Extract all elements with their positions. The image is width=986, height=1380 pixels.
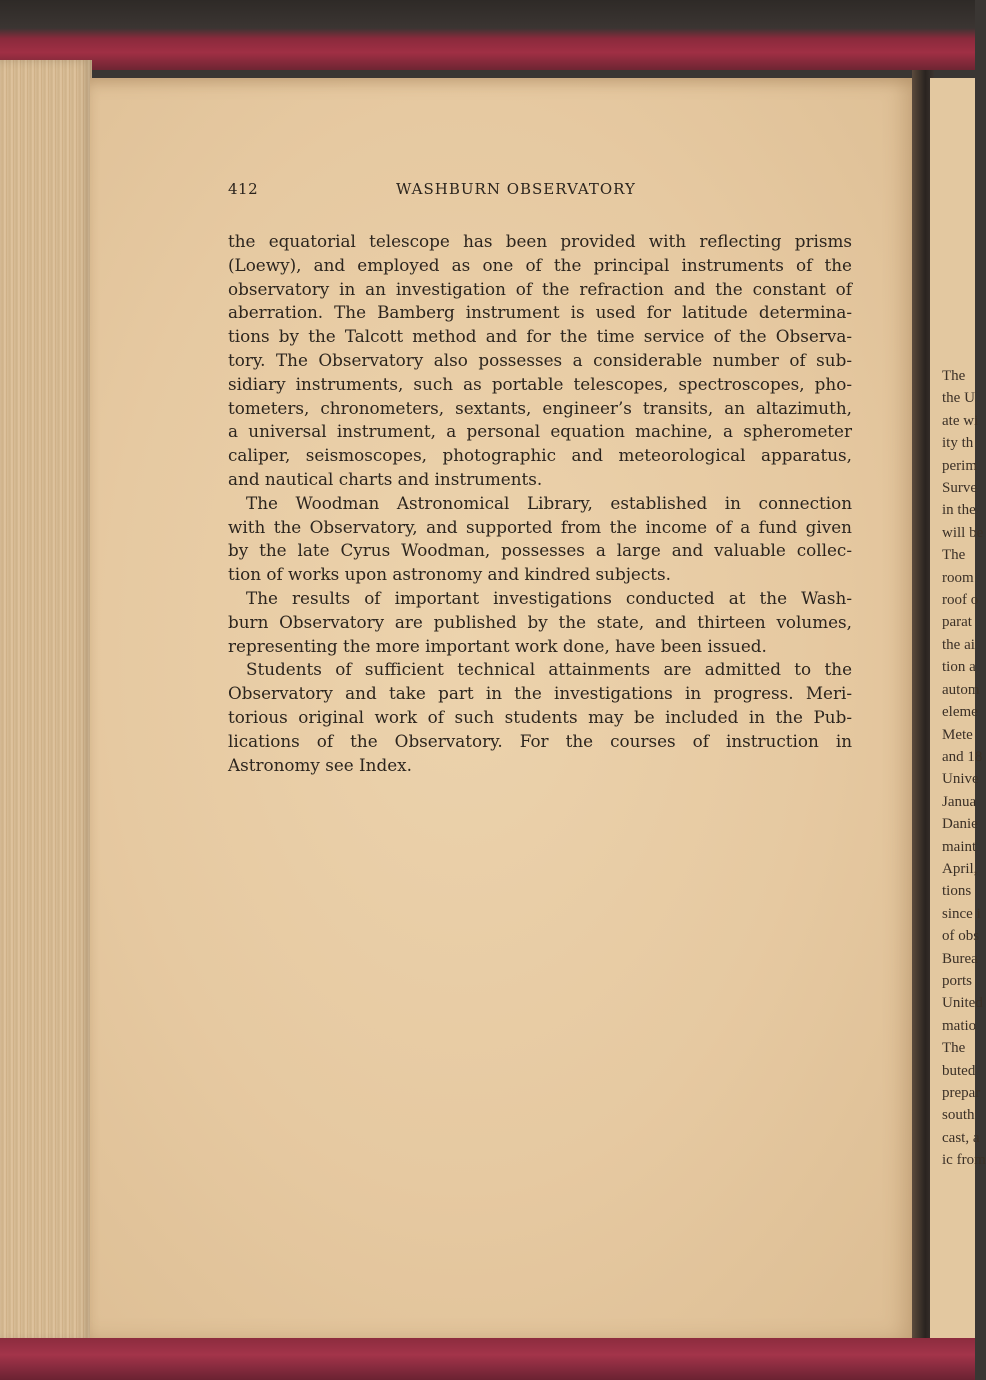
text-line: The Woodman Astronomical Library, established in connection bbox=[246, 492, 852, 513]
text-line: (Loewy), and employed as one of the principal instruments of the bbox=[228, 254, 852, 275]
facing-page-line: ic from bbox=[942, 1152, 986, 1169]
facing-page-line: ity th bbox=[942, 435, 974, 452]
facing-page-line: prepar bbox=[942, 1085, 981, 1101]
text-line: torious original work of such students may be included in the Pub- bbox=[228, 706, 852, 727]
text-line: lications of the Observatory. For the courses of instruction in bbox=[228, 730, 852, 751]
text-line: observatory in an investigation of the refraction and the constant of bbox=[228, 278, 852, 299]
facing-page-line: tions bbox=[942, 883, 972, 900]
text-line: Students of sufficient technical attainments are admitted to the bbox=[246, 659, 852, 680]
paragraph bbox=[228, 658, 852, 777]
page-edges bbox=[0, 60, 92, 1342]
facing-page-line: maint bbox=[942, 838, 977, 855]
facing-page-line: Danie bbox=[942, 816, 978, 833]
paragraph bbox=[228, 492, 852, 587]
text-line: and nautical charts and instruments. bbox=[228, 468, 543, 489]
text-line: aberration. The Bamberg instrument is used for latitude determina- bbox=[228, 302, 852, 323]
facing-page-line: roof o bbox=[942, 592, 979, 609]
text-line: the equatorial telescope has been provided with reflecting prisms bbox=[228, 231, 852, 251]
page-header bbox=[228, 180, 868, 204]
facing-page-line: parat bbox=[942, 614, 972, 631]
facing-page-line: buted bbox=[942, 1062, 976, 1079]
facing-page-line: tion a bbox=[942, 659, 976, 676]
facing-page-line: ports bbox=[942, 972, 972, 989]
text-line: burn Observatory are published by the state, and thirteen volumes, bbox=[228, 611, 852, 632]
facing-page-line: April, bbox=[942, 860, 978, 877]
facing-page-line: since i bbox=[942, 905, 981, 922]
page-number: 412 bbox=[228, 180, 259, 198]
facing-page-line: will be bbox=[942, 524, 984, 541]
facing-page-line: perim bbox=[942, 457, 977, 474]
facing-page-line: south bbox=[942, 1107, 975, 1124]
facing-page-fragment bbox=[930, 78, 986, 1340]
text-line: caliper, seismoscopes, photographic and meteorological apparatus, bbox=[228, 445, 852, 466]
text-line: tion of works upon astronomy and kindred subjects. bbox=[228, 564, 671, 585]
text-line: tometers, chronometers, sextants, engineer’s transits, an altazimuth, bbox=[228, 397, 852, 418]
facing-page-line: Unive bbox=[942, 771, 979, 788]
facing-page-line: United bbox=[942, 995, 983, 1012]
facing-page-line: eleme bbox=[942, 704, 978, 721]
text-line: tory. The Observatory also possesses a considerable number of sub- bbox=[228, 349, 852, 370]
facing-page-line: the U bbox=[942, 390, 975, 407]
text-line: tions by the Talcott method and for the time service of the Observa- bbox=[228, 326, 852, 347]
facing-page-line: and 18 bbox=[942, 748, 983, 765]
facing-page-line: cast, a bbox=[942, 1129, 980, 1146]
book-binding-bottom bbox=[0, 1338, 975, 1380]
text-line: a universal instrument, a personal equation machine, a spherometer bbox=[228, 421, 852, 442]
facing-page-line: Burea bbox=[942, 950, 978, 967]
facing-page-line: in the bbox=[942, 502, 976, 519]
facing-page-line: The bbox=[942, 547, 966, 564]
text-line: representing the more important work done, have been issued. bbox=[228, 635, 767, 656]
facing-page-line: room bbox=[942, 569, 974, 586]
text-line: The results of important investigations conducted at the Wash- bbox=[246, 587, 852, 608]
facing-page-line: the ai bbox=[942, 636, 975, 653]
facing-page-line: Janua bbox=[942, 793, 977, 810]
facing-page-line: of obs bbox=[942, 928, 980, 945]
text-line: by the late Cyrus Woodman, possesses a large and valuable collec- bbox=[228, 540, 852, 561]
running-title: WASHBURN OBSERVATORY bbox=[396, 180, 636, 198]
text-line: Observatory and take part in the investigations in progress. Meri- bbox=[228, 683, 852, 704]
facing-page-line: ate wi bbox=[942, 412, 979, 429]
facing-page-lines bbox=[942, 365, 986, 1172]
body-text bbox=[228, 230, 852, 777]
facing-page-line: The bbox=[942, 1040, 966, 1057]
paragraph bbox=[228, 230, 852, 492]
facing-page-line: matio bbox=[942, 1017, 977, 1034]
text-line: with the Observatory, and supported from the income of a fund given bbox=[228, 516, 852, 537]
facing-page-line: Mete bbox=[942, 726, 973, 743]
paragraph bbox=[228, 587, 852, 658]
facing-page-line: autom bbox=[942, 681, 980, 698]
facing-page-line: The bbox=[942, 368, 966, 384]
text-line: Astronomy see Index. bbox=[228, 754, 412, 775]
book-binding-top bbox=[0, 0, 975, 70]
facing-page-line: Surve bbox=[942, 480, 977, 497]
text-line: sidiary instruments, such as portable telescopes, spectroscopes, pho- bbox=[228, 373, 852, 394]
